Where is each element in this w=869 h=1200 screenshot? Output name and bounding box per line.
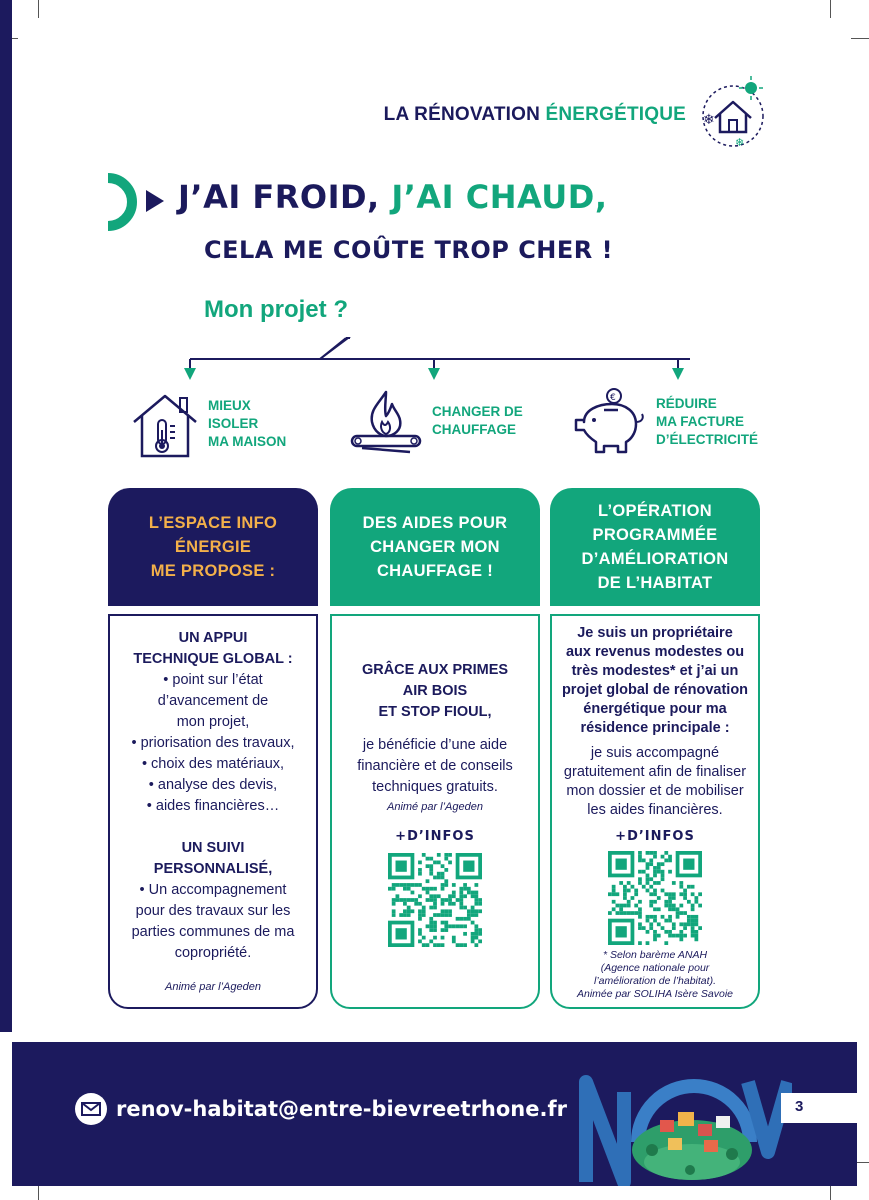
house-weather-icon [693,74,773,154]
mail-icon [74,1092,108,1126]
description: je bénéficie d’une aide financière et de conseils techniques gratuits. [357,737,513,795]
choice-label: CHANGER DE CHAUFFAGE [432,404,523,437]
bullet-list: • point sur l’état d’avancement de mon projet, • priorisation des travaux, • choix des matériaux, • analyse des devis, • aides financières… [131,672,295,814]
nov-village-logo [572,1042,792,1186]
page-title: J’AI FROID, J’AI CHAUD, [178,178,608,216]
svg-text:❄: ❄ [735,136,745,149]
crop-mark [851,38,869,39]
footer-band [12,1042,857,1186]
branch-connector [170,334,710,384]
column-head-opah: L’OPÉRATION PROGRAMMÉE D’AMÉLIORATION DE L’HABITAT [550,488,760,606]
column-body-opah [550,614,760,1009]
email-address[interactable]: renov-habitat@entre-bievreetrhone.fr [116,1097,567,1121]
qr-code[interactable] [608,851,702,945]
choice-label: RÉDUIRE MA FACTURE D’ÉLECTRICITÉ [656,396,759,447]
fire-logs-icon [348,386,424,456]
qr-code[interactable] [388,853,482,947]
column-head-info-energie: L’ESPACE INFO ÉNERGIE ME PROPOSE : [108,488,318,606]
section-title: UN SUIVI PERSONNALISÉ, [153,840,273,877]
svg-text:€: € [610,393,616,403]
bullet-list: • Un accompagnement pour des travaux sur les parties communes de ma copropriété. [131,882,295,961]
crop-mark [830,0,831,18]
left-accent-bar [0,0,12,1032]
house-thermometer-icon [130,388,200,460]
column-body-info-energie [108,614,318,1009]
footnote: * Selon barème ANAH (Agence nationale pour l’amélioration de l’habitat). Animée par SOLIHA Isère Savoie [576,949,734,1000]
section-title: GRÂCE AUX PRIMES AIR BOIS ET STOP FIOUL, [361,662,509,720]
page-number-tab [781,1093,857,1123]
choice-reduce-bill [570,386,758,458]
svg-text:❄: ❄ [703,112,715,128]
piggy-bank-icon [570,386,648,458]
crop-mark [38,0,39,18]
column-body-aides [330,614,540,1009]
project-question: Mon projet ? [204,296,348,323]
credit: Animé par l’Ageden [164,981,261,993]
more-info-label: +D’INFOS [395,829,475,844]
choice-insulate [130,388,286,460]
contact-email[interactable] [74,1092,567,1126]
more-info-label: +D’INFOS [615,829,695,844]
section-title: UN APPUI TECHNIQUE GLOBAL : [133,630,293,667]
column-head-aides: DES AIDES POUR CHANGER MON CHAUFFAGE ! [330,488,540,606]
description: je suis accompagné gratuitement afin de finaliser mon dossier et de mobiliser les aides financières. [563,745,747,818]
choice-heating [348,386,523,456]
half-circle-mark-icon [104,172,144,232]
section-label: LA RÉNOVATION ÉNERGÉTIQUE [383,104,686,125]
arrow-triangle-icon [146,190,164,212]
choice-label: MIEUX ISOLER MA MAISON [208,398,287,449]
page-subtitle: CELA ME COÛTE TROP CHER ! [204,236,614,264]
section-title: Je suis un propriétaire aux revenus modestes ou très modestes* et j’ai un projet global de rénovation énergétique pour ma résidence principale : [561,625,749,736]
credit: Animé par l’Ageden [386,801,483,813]
page-number: 3 [795,1098,804,1115]
